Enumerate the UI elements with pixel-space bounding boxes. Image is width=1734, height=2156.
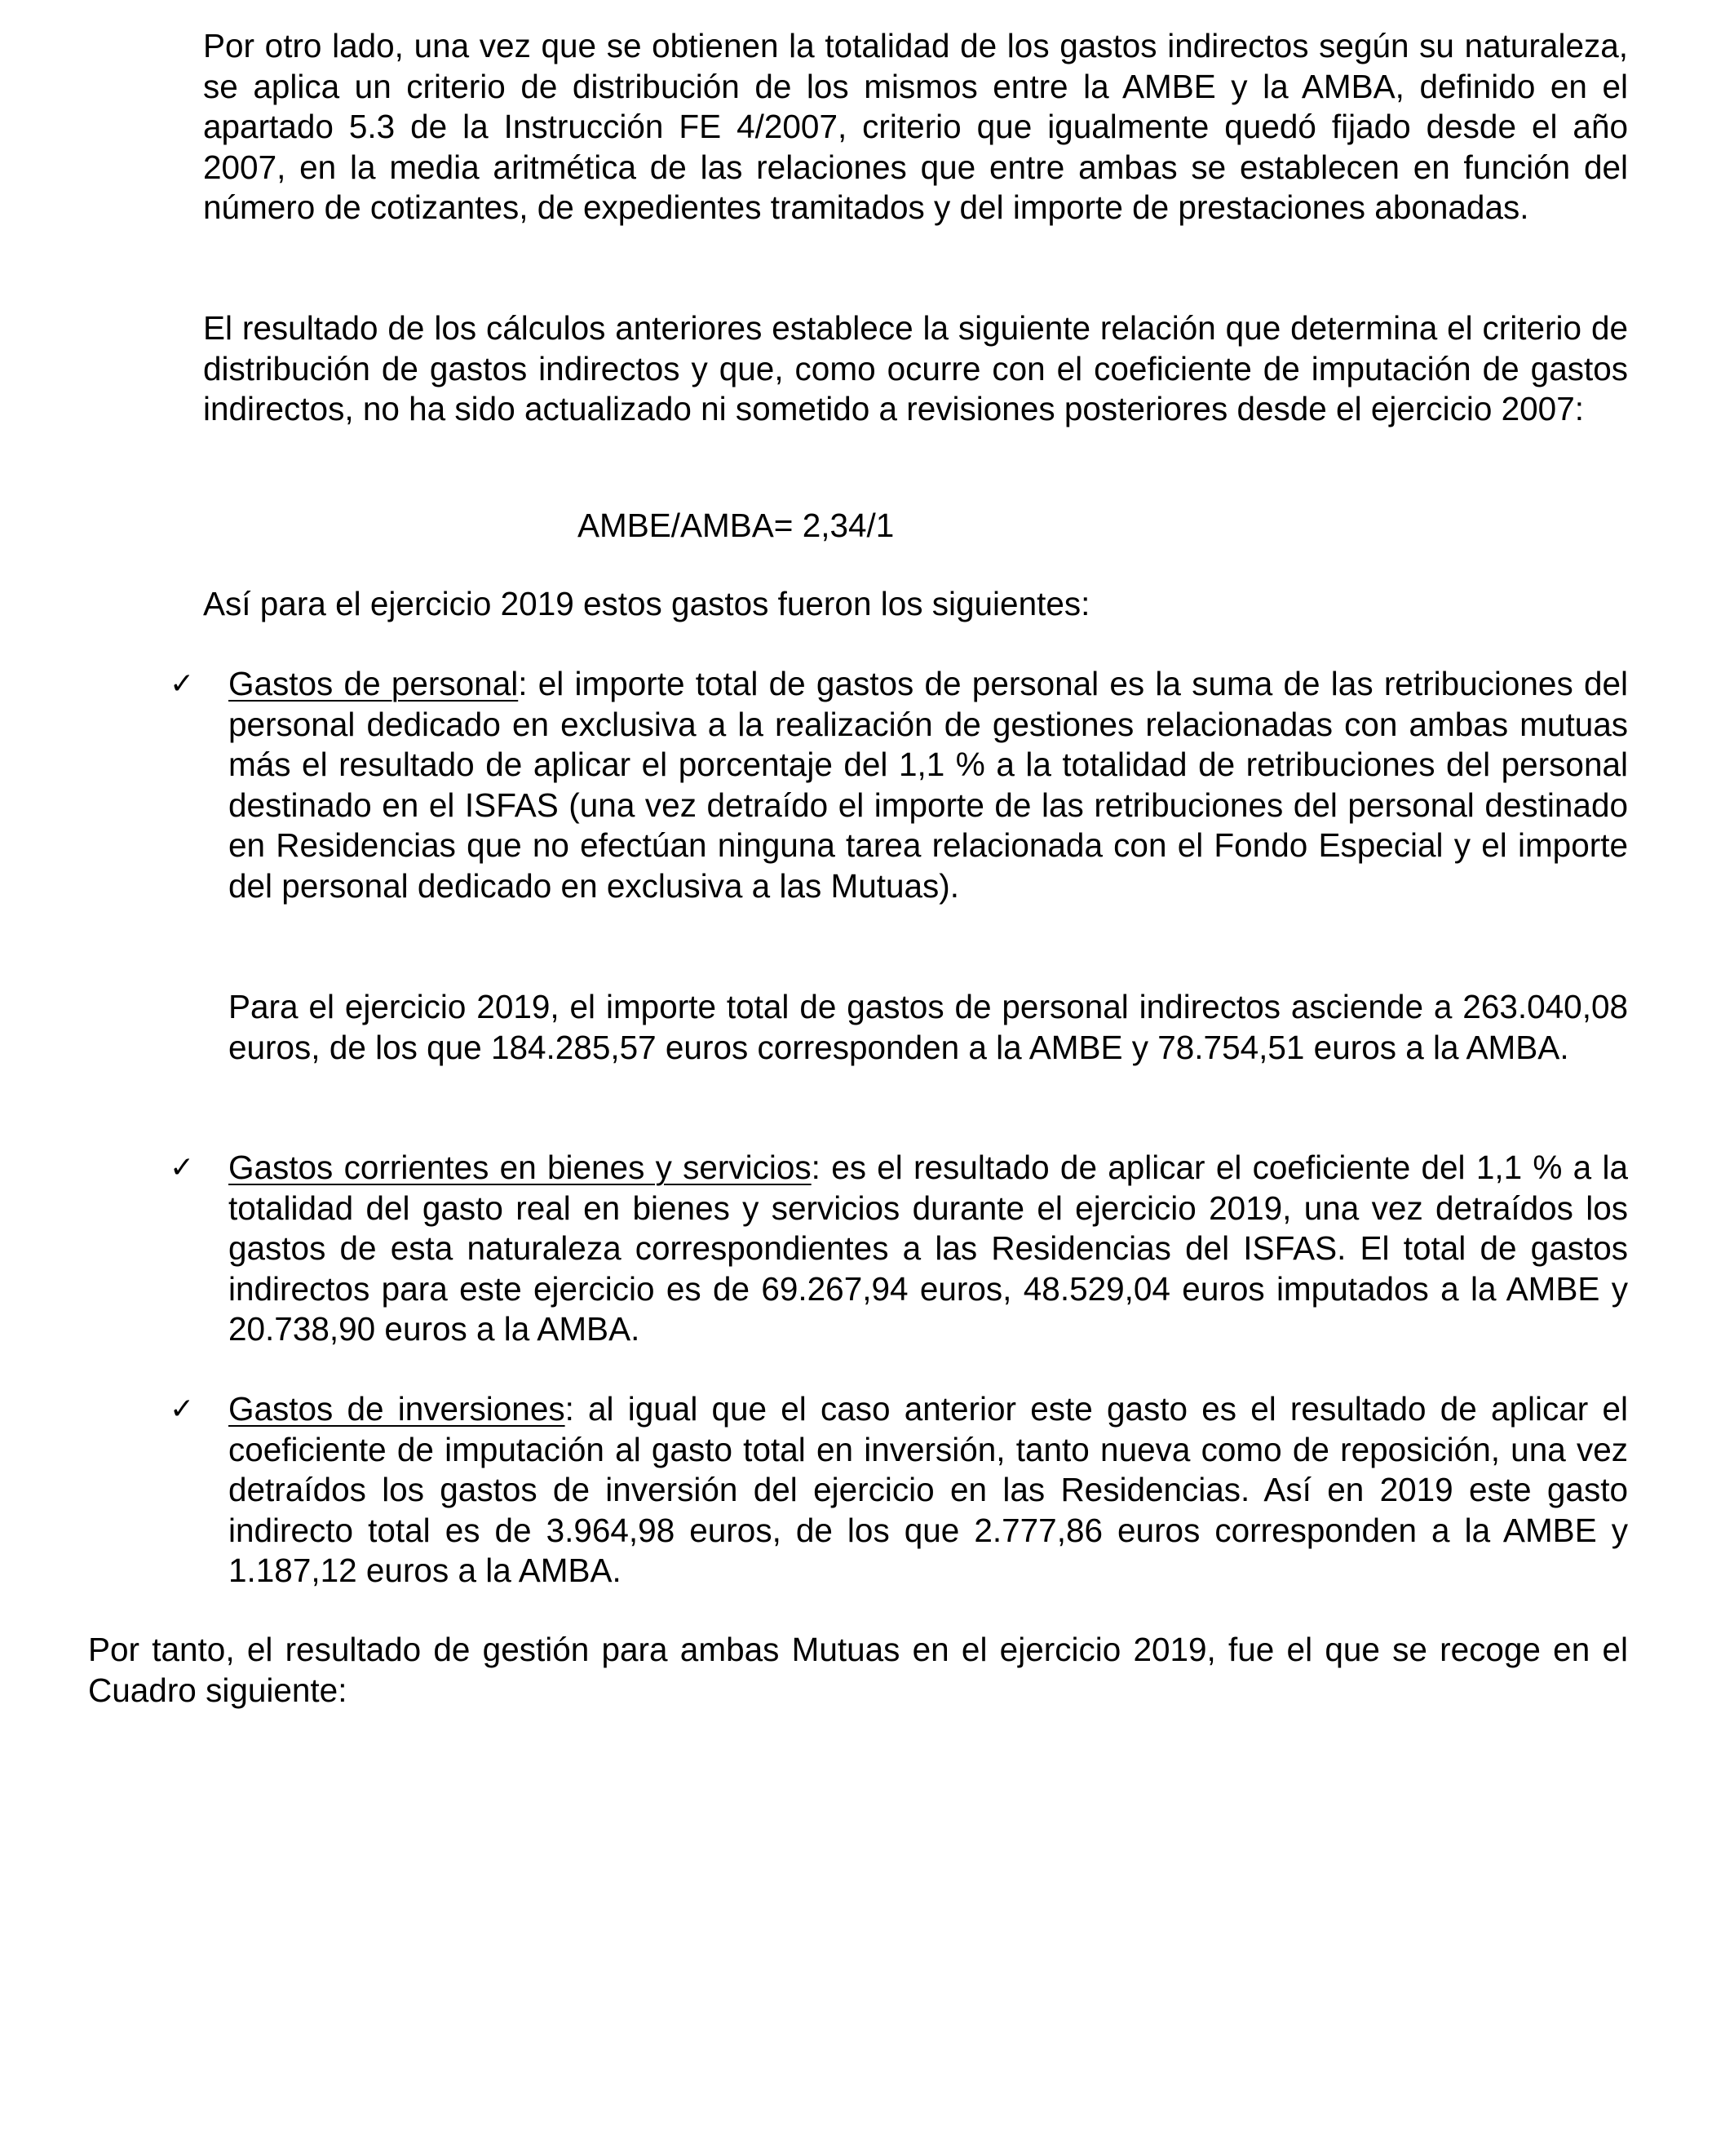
paragraph-closing: Por tanto, el resultado de gestión para ambas Mutuas en el ejercicio 2019, fue el que se recoge en el Cuadro siguiente: xyxy=(88,1631,1628,1709)
formula-ambe-amba: AMBE/AMBA= 2,34/1 xyxy=(577,507,895,544)
paragraph-calculation-result: El resultado de los cálculos anteriores establece la siguiente relación que determina el criterio de distribución de gastos indirectos y que, como ocurre con el coeficiente de imputación de gastos indirectos, no ha sido actualizado ni sometido a revisiones posteriores desde el ejercicio 2007: xyxy=(203,309,1628,428)
bullet-personnel-expenses xyxy=(228,664,1628,907)
bullet-investment-expenses xyxy=(228,1389,1628,1592)
paragraph-personnel-amounts: Para el ejercicio 2019, el importe total de gastos de personal indirectos asciende a 263.040,08 euros, de los que 184.285,57 euros corresponden a la AMBE y 78.754,51 euros a la AMBA. xyxy=(228,988,1628,1066)
bullet-title-goods-services: Gastos corrientes en bienes y servicios xyxy=(228,1149,812,1186)
bullet-text-personnel: : el importe total de gastos de personal es la suma de las retribuciones del personal dedicado en exclusiva a la realización de gestiones relacionadas con ambas mutuas más el resultado de aplicar el porcentaje del 1,1 % a la totalidad de retribuciones del personal destinado en el ISFAS (una vez detraído el importe de las retribuciones del personal destinado en Residencias que no efectúan ninguna tarea relacionada con el Fondo Especial y el importe del personal dedicado en exclusiva a las Mutuas). xyxy=(228,665,1628,905)
bullet-title-personnel: Gastos de personal xyxy=(228,665,519,702)
checkmark-icon: ✓ xyxy=(170,1151,195,1184)
bullet-text-goods-services: : es el resultado de aplicar el coeficiente del 1,1 % a la totalidad del gasto real en bienes y servicios durante el ejercicio 2019, una vez detraídos los gastos de esta naturaleza correspondientes a las Residencias del ISFAS. El total de gastos indirectos para este ejercicio es de 69.267,94 euros, 48.529,04 euros imputados a la AMBE y 20.738,90 euros a la AMBA. xyxy=(228,1149,1628,1348)
paragraph-distribution-criterion: Por otro lado, una vez que se obtienen la totalidad de los gastos indirectos según su naturaleza, se aplica un criterio de distribución de los mismos entre la AMBE y la AMBA, definido en el apartado 5.3 de la Instrucción FE 4/2007, criterio que igualmente quedó fijado desde el año 2007, en la media aritmética de las relaciones que entre ambas se establecen en función del número de cotizantes, de expedientes tramitados y del importe de prestaciones abonadas. xyxy=(203,27,1628,227)
bullet-goods-services-expenses xyxy=(228,1148,1628,1350)
checkmark-icon: ✓ xyxy=(170,1392,195,1426)
checkmark-icon: ✓ xyxy=(170,667,195,701)
bullet-title-investments: Gastos de inversiones xyxy=(228,1390,565,1428)
bullet-text-investments: : al igual que el caso anterior este gasto es el resultado de aplicar el coeficiente de imputación al gasto total en inversión, tanto nueva como de reposición, una vez detraídos los gastos de inversión del ejercicio en las Residencias. Así en 2019 este gasto indirecto total es de 3.964,98 euros, de los que 2.777,86 euros corresponden a la AMBE y 1.187,12 euros a la AMBA. xyxy=(228,1390,1628,1590)
paragraph-2019-expenses-intro: Así para el ejercicio 2019 estos gastos fueron los siguientes: xyxy=(203,585,1090,622)
